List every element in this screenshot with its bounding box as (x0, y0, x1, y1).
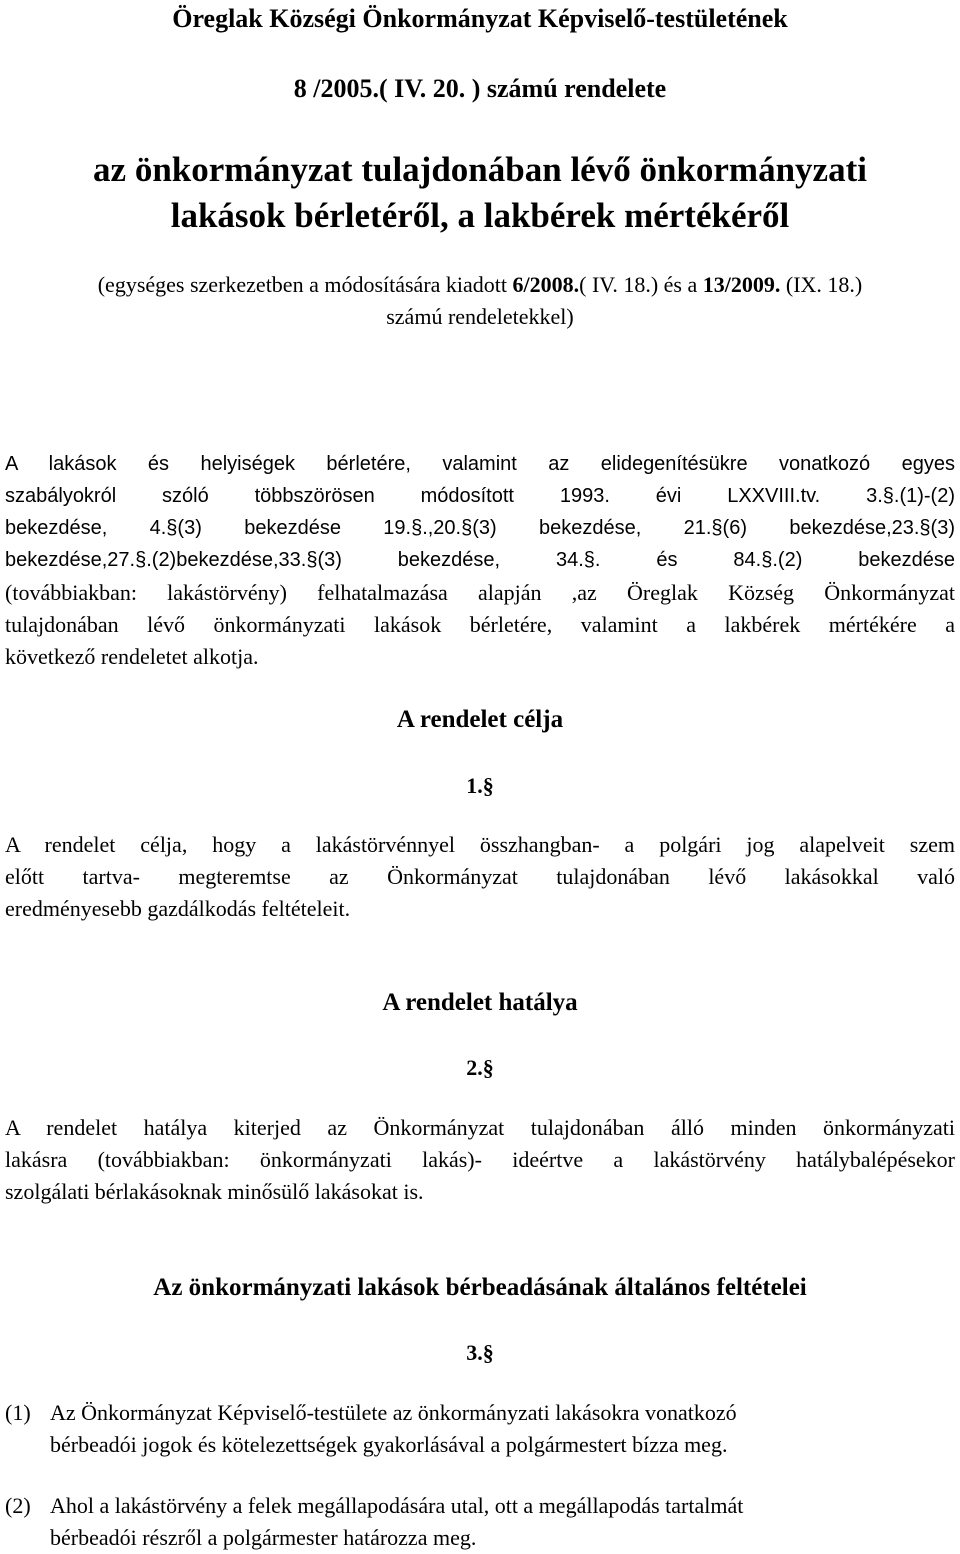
section-3-item-2-text-1: Ahol a lakástörvény a felek megállapodására utal, ott a megállapodás tartalmát (50, 1493, 744, 1518)
section-3-item-2-number: (2) (5, 1493, 31, 1518)
title-line-3: az önkormányzat tulajdonában lévő önkormányzati (93, 150, 867, 189)
title-line-2: 8 /2005.( IV. 20. ) számú rendelete (293, 74, 667, 103)
section-3-item-1-text-1: Az Önkormányzat Képviselő-testülete az önkormányzati lakásokra vonatkozó (50, 1400, 737, 1425)
title-line-1: Öreglak Községi Önkormányzat Képviselő-testületének (172, 4, 788, 33)
section-3-item-2-text-2: bérbeadói részről a polgármester határozza meg. (50, 1525, 477, 1550)
section-1-heading: A rendelet célja (396, 706, 564, 733)
preamble-line-5: (továbbiakban: lakástörvény) felhatalmazása alapján ,az Öreglak Község Önkormányzat (5, 580, 955, 605)
section-3-item-1-number: (1) (5, 1400, 31, 1425)
preamble-line-7: következő rendeletet alkotja. (5, 644, 259, 669)
subtitle-part-1: (egységes szerkezetben a módosítására kiadott (97, 272, 513, 297)
section-2-line-1: A rendelet hatálya kiterjed az Önkormányzat tulajdonában álló minden önkormányzati (5, 1115, 955, 1140)
subtitle-part-2: ( IV. 18.) és a (579, 272, 703, 297)
preamble-line-2: szabályokról szóló többszörösen módosított 1993. évi LXXVIII.tv. 3.§.(1)-(2) (5, 485, 955, 507)
section-2-line-3: szolgálati bérlakásoknak minősülő lakásokat is. (5, 1179, 424, 1204)
subtitle-bold-1: 6/2008. (512, 272, 580, 297)
subtitle-line-2: számú rendeletekkel) (386, 304, 574, 329)
section-3-heading: Az önkormányzati lakások bérbeadásának általános feltételei (153, 1274, 807, 1301)
section-2-line-2: lakásra (továbbiakban: önkormányzati lakás)- ideértve a lakástörvény hatálybalépésekor (5, 1147, 955, 1172)
title-line-4: lakások bérletéről, a lakbérek mértékéről (170, 196, 790, 235)
preamble-line-1: A lakások és helyiségek bérletére, valamint az elidegenítésükre vonatkozó egyes (5, 453, 955, 475)
section-3-number: 3.§ (466, 1340, 494, 1365)
section-3-item-1-text-2: bérbeadói jogok és kötelezettségek gyakorlásával a polgármestert bízza meg. (50, 1432, 728, 1457)
section-2-heading: A rendelet hatálya (382, 989, 578, 1016)
preamble-line-3: bekezdése, 4.§(3) bekezdése 19.§.,20.§(3) bekezdése, 21.§(6) bekezdése,23.§(3) (5, 517, 955, 539)
section-1-line-1: A rendelet célja, hogy a lakástörvénnyel összhangban- a polgári jog alapelveit szem (5, 832, 955, 857)
preamble-line-6: tulajdonában lévő önkormányzati lakások bérletére, valamint a lakbérek mértékére a (5, 612, 955, 637)
subtitle-line-1 (0, 272, 960, 298)
section-1-line-3: eredményesebb gazdálkodás feltételeit. (5, 896, 351, 921)
section-1-line-2: előtt tartva- megteremtse az Önkormányzat tulajdonában lévő lakásokkal való (5, 864, 955, 889)
subtitle-part-3: (IX. 18.) (780, 272, 863, 297)
subtitle-bold-2: 13/2009. (702, 272, 781, 297)
preamble-line-4: bekezdése,27.§.(2)bekezdése,33.§(3) bekezdése, 34.§. és 84.§.(2) bekezdése (5, 549, 955, 571)
section-1-number: 1.§ (466, 773, 494, 798)
section-2-number: 2.§ (466, 1055, 494, 1080)
